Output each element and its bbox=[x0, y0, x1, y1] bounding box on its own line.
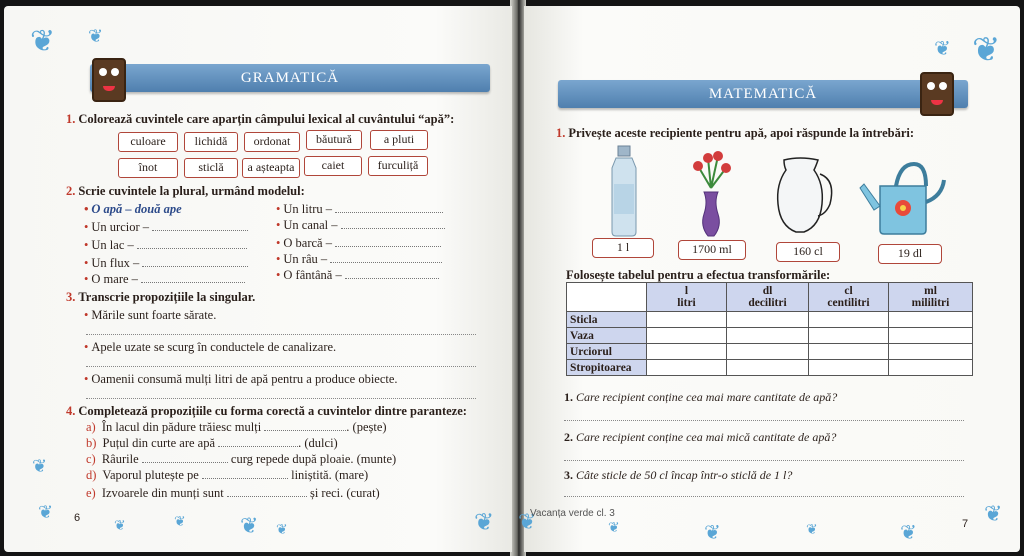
watering-can-icon bbox=[860, 156, 948, 238]
plural-item: • Un lac – bbox=[84, 238, 247, 253]
leaf-icon: ❦ bbox=[174, 514, 186, 530]
plural-item: • O mare – bbox=[84, 272, 245, 287]
left-page bbox=[4, 6, 512, 552]
answer-line[interactable] bbox=[86, 366, 476, 367]
bottle-icon bbox=[604, 144, 644, 236]
leaf-icon: ❦ bbox=[704, 520, 721, 544]
word-box[interactable]: băutură bbox=[306, 130, 362, 150]
plural-item: • Un râu – bbox=[276, 252, 442, 267]
table-cell[interactable] bbox=[727, 312, 809, 328]
vase-icon bbox=[688, 148, 734, 240]
table-cell[interactable] bbox=[727, 328, 809, 344]
table-cell[interactable] bbox=[809, 312, 889, 328]
leaf-icon: ❦ bbox=[518, 510, 537, 535]
fill-sentence: b) Puțul din curte are apă . (dulci) bbox=[86, 436, 338, 450]
word-box[interactable]: culoare bbox=[118, 132, 178, 152]
conversion-table bbox=[566, 282, 973, 376]
leaf-icon: ❦ bbox=[88, 26, 104, 47]
sentence-item: • Mările sunt foarte sărate. bbox=[84, 308, 217, 322]
leaf-icon: ❦ bbox=[474, 508, 495, 536]
leaf-icon: ❦ bbox=[972, 30, 1001, 70]
table-cell[interactable] bbox=[647, 360, 727, 376]
word-box[interactable]: caiet bbox=[304, 156, 362, 176]
exercise-4-title: 4. Completează propozițiile cu forma corectă a cuvintelor dintre paranteze: bbox=[66, 404, 467, 418]
table-cell[interactable] bbox=[727, 360, 809, 376]
column-header-decilitri: dl decilitri bbox=[727, 283, 809, 312]
row-label: Sticla bbox=[567, 312, 647, 328]
leaf-icon: ❦ bbox=[276, 522, 288, 538]
column-header-mililitri: ml mililitri bbox=[889, 283, 973, 312]
table-cell[interactable] bbox=[889, 360, 973, 376]
fill-sentence: e) Izvoarele din munți sunt și reci. (curat) bbox=[86, 486, 380, 500]
table-cell[interactable] bbox=[727, 344, 809, 360]
math-question-1: 1. Care recipient conține cea mai mare cantitate de apă? bbox=[564, 390, 838, 404]
table-cell[interactable] bbox=[889, 312, 973, 328]
plural-item: • O barcă – bbox=[276, 236, 441, 251]
answer-line[interactable] bbox=[86, 398, 476, 399]
word-box[interactable]: lichidă bbox=[184, 132, 238, 152]
book-footer: Vacanța verde cl. 3 bbox=[530, 508, 615, 519]
table-intro: Folosește tabelul pentru a efectua transformările: bbox=[566, 268, 831, 282]
table-cell[interactable] bbox=[809, 360, 889, 376]
capacity-label-bottle: 1 l bbox=[592, 238, 654, 258]
word-box[interactable]: înot bbox=[118, 158, 178, 178]
leaf-icon: ❦ bbox=[240, 514, 259, 539]
word-box[interactable]: sticlă bbox=[184, 158, 238, 178]
exercise-3-title: 3. Transcrie propozițiile la singular. bbox=[66, 290, 256, 304]
table-row bbox=[567, 312, 973, 328]
fill-sentence: d) Vaporul plutește pe liniștită. (mare) bbox=[86, 468, 369, 482]
plural-item: • Un flux – bbox=[84, 256, 248, 271]
answer-line[interactable] bbox=[564, 420, 964, 421]
table-cell[interactable] bbox=[889, 328, 973, 344]
plural-item: • Un litru – bbox=[276, 202, 443, 217]
book-mascot-icon bbox=[92, 58, 126, 102]
plural-item: • Un urcior – bbox=[84, 220, 248, 235]
math-exercise-1-title: 1. Privește aceste recipiente pentru apă, apoi răspunde la întrebări: bbox=[556, 126, 915, 140]
leaf-icon: ❦ bbox=[900, 520, 917, 544]
answer-line[interactable] bbox=[564, 496, 964, 497]
leaf-icon: ❦ bbox=[38, 502, 54, 523]
row-label: Urciorul bbox=[567, 344, 647, 360]
table-row bbox=[567, 344, 973, 360]
row-label: Vaza bbox=[567, 328, 647, 344]
plural-item: • O fântână – bbox=[276, 268, 439, 283]
plural-item: • Un canal – bbox=[276, 218, 445, 233]
capacity-label-jug: 160 cl bbox=[776, 242, 840, 262]
book-mascot-icon bbox=[920, 72, 954, 116]
column-header-litri: l litri bbox=[647, 283, 727, 312]
answer-line[interactable] bbox=[86, 334, 476, 335]
table-cell[interactable] bbox=[647, 312, 727, 328]
table-row bbox=[567, 360, 973, 376]
word-box[interactable]: furculiță bbox=[368, 156, 428, 176]
table-cell[interactable] bbox=[809, 328, 889, 344]
math-banner: MATEMATICĂ bbox=[558, 80, 968, 108]
page-number: 7 bbox=[962, 518, 969, 530]
jug-icon bbox=[774, 154, 840, 238]
fill-sentence: c) Râurile curg repede după ploaie. (munte) bbox=[86, 452, 397, 466]
leaf-icon: ❦ bbox=[114, 518, 126, 534]
capacity-label-can: 19 dl bbox=[878, 244, 942, 264]
answer-line[interactable] bbox=[564, 460, 964, 461]
leaf-icon: ❦ bbox=[806, 522, 818, 538]
table-cell[interactable] bbox=[889, 344, 973, 360]
word-box[interactable]: a pluti bbox=[370, 130, 428, 150]
leaf-icon: ❦ bbox=[30, 24, 56, 59]
plural-model: • O apă – două ape bbox=[84, 202, 182, 216]
table-cell[interactable] bbox=[809, 344, 889, 360]
math-question-2: 2. Care recipient conține cea mai mică cantitate de apă? bbox=[564, 430, 837, 444]
exercise-2-title: 2. Scrie cuvintele la plural, urmând modelul: bbox=[66, 184, 305, 198]
word-box[interactable]: ordonat bbox=[244, 132, 300, 152]
fill-sentence: a) În lacul din pădure trăiesc mulți . (pește) bbox=[86, 420, 387, 434]
page-number: 6 bbox=[74, 512, 81, 524]
table-corner bbox=[567, 283, 647, 312]
sentence-item: • Oamenii consumă mulți litri de apă pentru a produce obiecte. bbox=[84, 372, 398, 386]
leaf-icon: ❦ bbox=[934, 36, 951, 60]
exercise-1-title: 1. Colorează cuvintele care aparțin câmpului lexical al cuvântului “apă”: bbox=[66, 112, 455, 126]
column-header-centilitri: cl centilitri bbox=[809, 283, 889, 312]
table-row bbox=[567, 328, 973, 344]
leaf-icon: ❦ bbox=[984, 502, 1003, 527]
table-cell[interactable] bbox=[647, 328, 727, 344]
capacity-label-vase: 1700 ml bbox=[678, 240, 746, 260]
math-question-3: 3. Câte sticle de 50 cl încap într-o sticlă de 1 l? bbox=[564, 468, 793, 482]
leaf-icon: ❦ bbox=[32, 456, 48, 477]
grammar-banner: GRAMATICĂ bbox=[90, 64, 490, 92]
table-cell[interactable] bbox=[647, 344, 727, 360]
row-label: Stropitoarea bbox=[567, 360, 647, 376]
word-box[interactable]: a așteapta bbox=[242, 158, 300, 178]
sentence-item: • Apele uzate se scurg în conductele de canalizare. bbox=[84, 340, 337, 354]
leaf-icon: ❦ bbox=[608, 520, 620, 536]
right-page bbox=[518, 6, 1020, 552]
